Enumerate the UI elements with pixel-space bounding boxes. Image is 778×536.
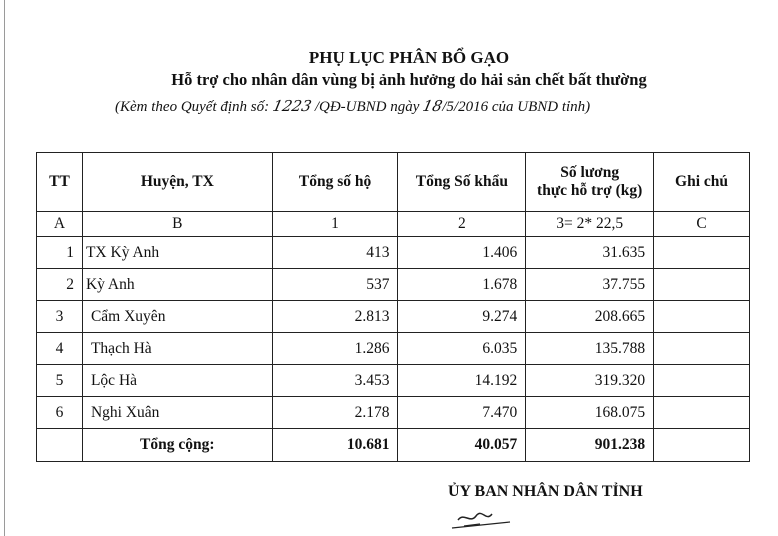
row-people: 1.678 — [398, 269, 526, 301]
row-households: 1.286 — [272, 333, 398, 365]
table-row — [37, 397, 750, 429]
row-tt: 3 — [37, 301, 83, 333]
subheader-cell: C — [654, 212, 750, 237]
row-households: 2.813 — [272, 301, 398, 333]
row-note — [654, 365, 750, 397]
row-households: 2.178 — [272, 397, 398, 429]
signature-mark — [450, 500, 530, 530]
row-rice: 31.635 — [526, 237, 654, 269]
row-tt: 5 — [37, 365, 83, 397]
decision-reference — [115, 97, 590, 116]
header-rice: Số lương thực hỗ trợ (kg) — [526, 153, 654, 212]
decision-day: 18 — [421, 97, 445, 115]
allocation-table — [36, 152, 750, 462]
signing-authority: ỦY BAN NHÂN DÂN TỈNH — [448, 483, 643, 500]
header-note: Ghi chú — [654, 153, 750, 212]
table-subheader-row — [37, 212, 750, 237]
total-households: 10.681 — [272, 429, 398, 462]
decision-number: 1223 — [270, 97, 313, 115]
total-rice: 901.238 — [526, 429, 654, 462]
total-tt — [37, 429, 83, 462]
table-row — [37, 301, 750, 333]
row-rice: 168.075 — [526, 397, 654, 429]
document-subtitle: Hỗ trợ cho nhân dân vùng bị ảnh hưởng do hải sản chết bất thường — [171, 70, 647, 89]
subheader-cell: A — [37, 212, 83, 237]
row-people: 14.192 — [398, 365, 526, 397]
header-district: Huyện, TX — [82, 153, 272, 212]
row-rice: 208.665 — [526, 301, 654, 333]
row-people: 9.274 — [398, 301, 526, 333]
row-tt: 2 — [37, 269, 83, 301]
row-rice: 319.320 — [526, 365, 654, 397]
row-rice: 37.755 — [526, 269, 654, 301]
decision-prefix: (Kèm theo Quyết định số: — [115, 99, 270, 115]
row-district: Kỳ Anh — [82, 269, 272, 301]
row-note — [654, 301, 750, 333]
row-note — [654, 333, 750, 365]
row-district: Nghi Xuân — [82, 397, 272, 429]
subheader-cell: B — [82, 212, 272, 237]
row-people: 6.035 — [398, 333, 526, 365]
decision-mid: /QĐ-UBND ngày — [314, 99, 420, 115]
table-row — [37, 333, 750, 365]
header-households: Tổng số hộ — [272, 153, 398, 212]
total-label: Tổng cộng: — [82, 429, 272, 462]
row-tt: 4 — [37, 333, 83, 365]
total-row — [37, 429, 750, 462]
row-district: Thạch Hà — [82, 333, 272, 365]
document-title: PHỤ LỤC PHÂN BỔ GẠO — [308, 48, 510, 67]
total-people: 40.057 — [398, 429, 526, 462]
page-edge-rule — [4, 0, 5, 536]
row-households: 537 — [272, 269, 398, 301]
row-rice: 135.788 — [526, 333, 654, 365]
row-district: Cẩm Xuyên — [82, 301, 272, 333]
subheader-cell: 2 — [398, 212, 526, 237]
table-row — [37, 365, 750, 397]
total-note — [654, 429, 750, 462]
row-households: 413 — [272, 237, 398, 269]
table-row — [37, 269, 750, 301]
decision-suffix: /5/2016 của UBND tỉnh) — [442, 99, 591, 115]
header-tt: TT — [37, 153, 83, 212]
subheader-cell: 3= 2* 22,5 — [526, 212, 654, 237]
row-tt: 1 — [37, 237, 83, 269]
row-tt: 6 — [37, 397, 83, 429]
row-note — [654, 237, 750, 269]
subheader-cell: 1 — [272, 212, 398, 237]
row-people: 7.470 — [398, 397, 526, 429]
table-header-row — [37, 153, 750, 212]
row-note — [654, 269, 750, 301]
row-people: 1.406 — [398, 237, 526, 269]
row-district: Lộc Hà — [82, 365, 272, 397]
row-district: TX Kỳ Anh — [82, 237, 272, 269]
row-households: 3.453 — [272, 365, 398, 397]
row-note — [654, 397, 750, 429]
header-people: Tổng Số khẩu — [398, 153, 526, 212]
table-row — [37, 237, 750, 269]
